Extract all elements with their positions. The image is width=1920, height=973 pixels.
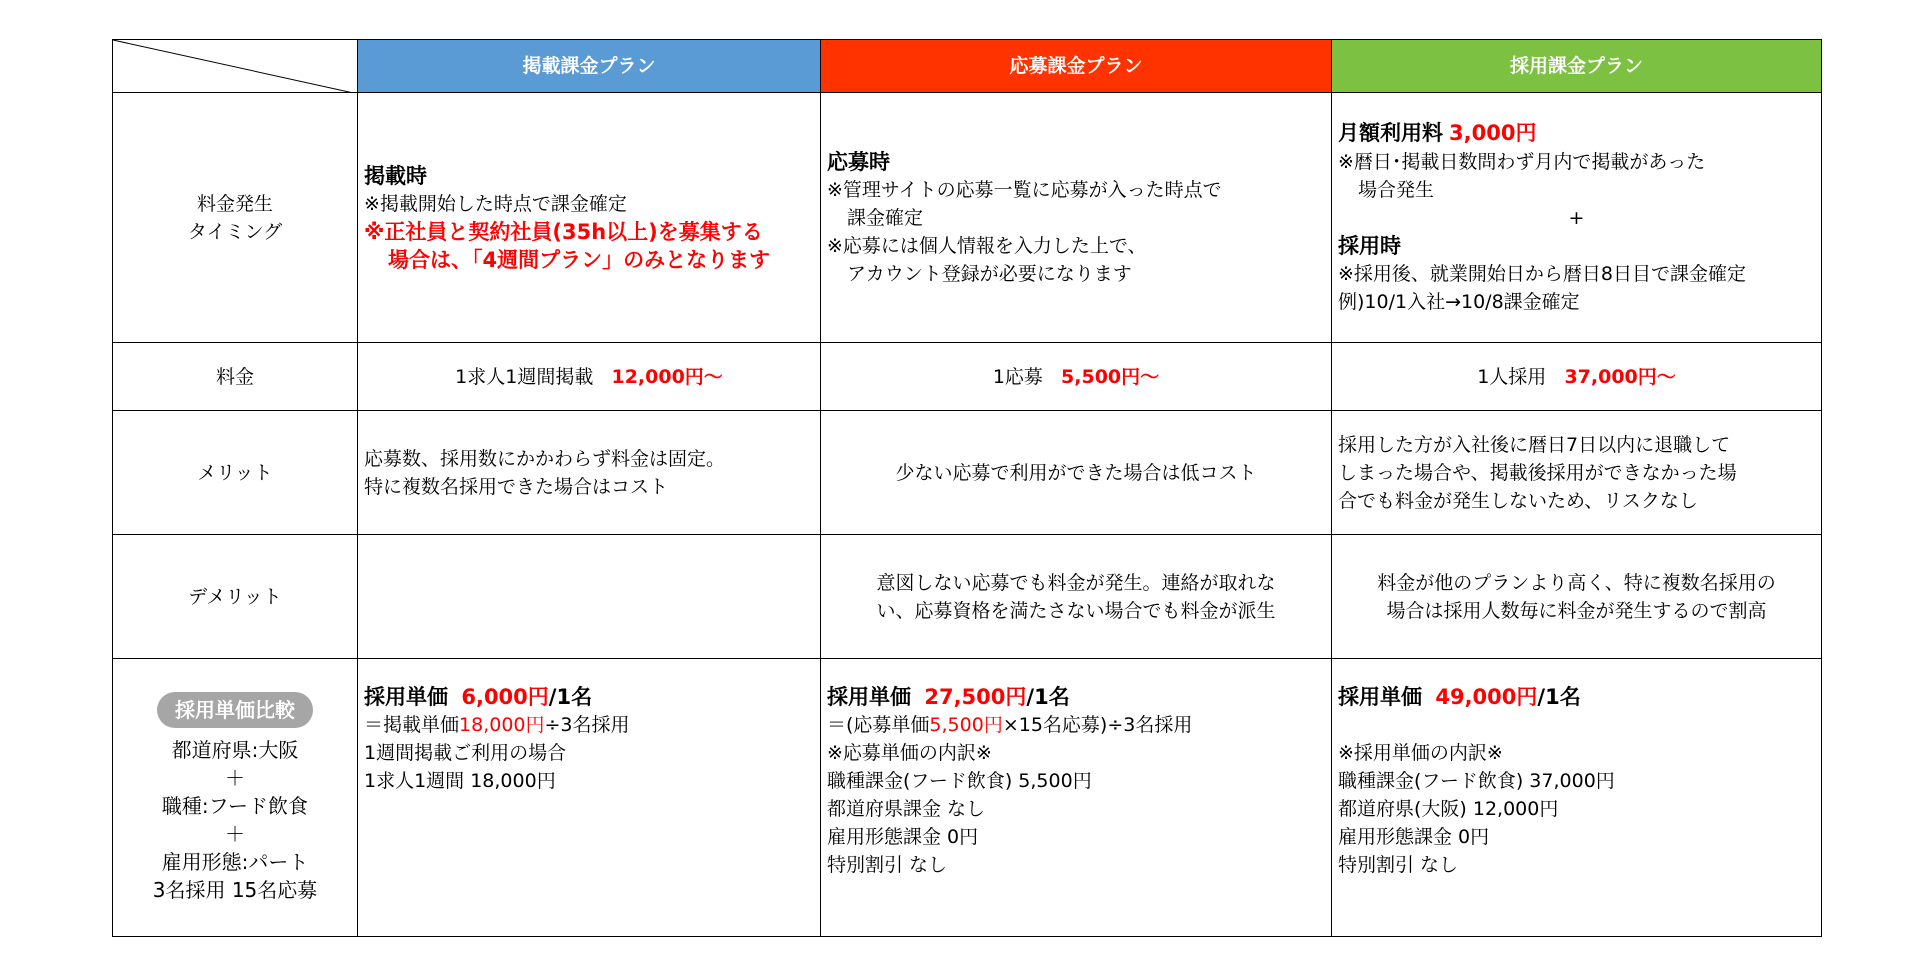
demerit-application-line2: い、応募資格を満たさない場合でも料金が派生 xyxy=(876,599,1276,622)
row-label-compare xyxy=(113,659,358,937)
price-hiring-value: 37,000円～ xyxy=(1564,365,1676,388)
timing-application-line3: ※応募には個人情報を入力した上で、 xyxy=(827,234,1147,257)
compare-listing-formula xyxy=(364,711,814,739)
compare-listing-line1: 1週間掲載ご利用の場合 xyxy=(364,742,567,764)
price-row xyxy=(113,343,1822,411)
timing-hiring-line1: ※暦日･掲載日数問わず月内で掲載があった xyxy=(1338,151,1706,173)
compare-hiring-line5: 特別割引 なし xyxy=(1338,854,1459,876)
compare-label-line1: 都道府県:大阪 xyxy=(171,737,299,762)
compare-listing-price: 6,000円 xyxy=(461,685,549,709)
compare-application-unit xyxy=(827,683,1325,711)
merit-listing-cell xyxy=(358,411,821,535)
plan-comparison-table xyxy=(112,39,1822,937)
compare-row xyxy=(113,659,1822,937)
timing-listing-warning-1: ※正社員と契約社員(35h以上)を募集する xyxy=(364,219,763,244)
merit-row xyxy=(113,411,1822,535)
compare-application-line2: 職種課金(フード飲食) 5,500円 xyxy=(827,770,1092,792)
price-application-text: 1応募 xyxy=(992,365,1043,388)
timing-hiring-plus: + xyxy=(1568,207,1585,229)
compare-pill: 採用単価比較 xyxy=(157,692,313,728)
compare-application-cell xyxy=(821,659,1332,937)
timing-hiring-monthly-price: 3,000円 xyxy=(1449,121,1537,145)
compare-hiring-line3: 都道府県(大阪) 12,000円 xyxy=(1338,798,1559,820)
timing-listing-title: 掲載時 xyxy=(364,163,427,188)
compare-hiring-spacer xyxy=(1338,711,1815,739)
merit-listing-line2: 特に複数名採用できた場合はコスト xyxy=(364,475,669,498)
compare-application-formula-red: 5,500円 xyxy=(929,714,1003,736)
compare-listing-line2: 1求人1週間 18,000円 xyxy=(364,770,556,792)
demerit-hiring-line1: 料金が他のプランより高く、特に複数名採用の xyxy=(1377,571,1776,594)
compare-listing-formula-pre: ＝掲載単価 xyxy=(364,714,460,736)
price-listing-text: 1求人1週間掲載 xyxy=(455,365,594,388)
compare-listing-unit xyxy=(364,683,814,711)
compare-application-line3: 都道府県課金 なし xyxy=(827,798,986,820)
demerit-application-cell xyxy=(821,535,1332,659)
merit-hiring-line3: 合でも料金が発生しないため、リスクなし xyxy=(1338,489,1698,512)
row-label-price: 料金 xyxy=(113,343,358,411)
header-listing-plan: 掲載課金プラン xyxy=(358,40,821,93)
price-application-cell xyxy=(821,343,1332,411)
timing-row xyxy=(113,93,1822,343)
compare-hiring-per: /1名 xyxy=(1537,685,1581,709)
timing-listing-warning-2: 場合は、「4週間プラン」のみとなります xyxy=(388,247,771,272)
compare-label-line5: 雇用形態:パート xyxy=(161,849,309,874)
row-label-timing-line2: タイミング xyxy=(187,220,283,243)
row-label-timing-line1: 料金発生 xyxy=(196,192,273,215)
compare-application-line1: ※応募単価の内訳※ xyxy=(827,742,992,764)
timing-application-line2: 課金確定 xyxy=(847,206,924,229)
compare-label-line2: ＋ xyxy=(225,765,245,790)
demerit-hiring-cell xyxy=(1332,535,1822,659)
price-listing-cell xyxy=(358,343,821,411)
corner-diagonal xyxy=(113,40,358,93)
timing-hiring-line4: 例)10/1入社→10/8課金確定 xyxy=(1338,291,1580,313)
header-application-plan: 応募課金プラン xyxy=(821,40,1332,93)
price-hiring-text: 1人採用 xyxy=(1477,365,1547,388)
timing-hiring-line3: ※採用後、就業開始日から暦日8日目で課金確定 xyxy=(1338,263,1747,285)
merit-hiring-line2: しまった場合や、掲載後採用ができなかった場 xyxy=(1338,461,1737,484)
price-application-value: 5,500円～ xyxy=(1061,365,1160,388)
row-label-demerit: デメリット xyxy=(113,535,358,659)
compare-listing-per: /1名 xyxy=(548,685,593,709)
compare-application-formula-post: ×15名応募)÷3名採用 xyxy=(1002,714,1193,736)
timing-hiring-monthly xyxy=(1338,119,1815,148)
compare-hiring-line4: 雇用形態課金 0円 xyxy=(1338,826,1490,848)
compare-application-per: /1名 xyxy=(1026,685,1070,709)
compare-listing-title: 採用単価 xyxy=(364,685,448,709)
compare-application-price: 27,500円 xyxy=(924,685,1027,709)
compare-hiring-cell xyxy=(1332,659,1822,937)
price-listing-value: 12,000円～ xyxy=(611,365,723,388)
compare-label-line3: 職種:フード飲食 xyxy=(161,793,309,818)
compare-label-line4: ＋ xyxy=(225,821,245,846)
compare-label-line6: 3名採用 15名応募 xyxy=(152,877,318,902)
timing-listing-cell xyxy=(358,93,821,343)
demerit-application-line1: 意図しない応募でも料金が発生。連絡が取れな xyxy=(876,571,1276,594)
timing-application-line4: アカウント登録が必要になります xyxy=(847,262,1132,285)
header-row xyxy=(113,40,1822,93)
timing-application-cell xyxy=(821,93,1332,343)
compare-listing-cell xyxy=(358,659,821,937)
corner-cell xyxy=(113,40,358,93)
compare-application-title: 採用単価 xyxy=(827,685,911,709)
compare-application-formula-pre: ＝(応募単価 xyxy=(827,714,930,736)
demerit-hiring-line2: 場合は採用人数毎に料金が発生するので割高 xyxy=(1386,599,1767,622)
compare-application-formula xyxy=(827,711,1325,739)
compare-application-line5: 特別割引 なし xyxy=(827,854,948,876)
merit-hiring-cell xyxy=(1332,411,1822,535)
timing-hiring-monthly-title: 月額利用料 xyxy=(1338,121,1443,145)
timing-listing-note: ※掲載開始した時点で課金確定 xyxy=(364,192,627,215)
compare-listing-formula-post: ÷3名採用 xyxy=(544,714,630,736)
merit-hiring-line1: 採用した方が入社後に暦日7日以内に退職して xyxy=(1338,433,1731,456)
timing-application-title: 応募時 xyxy=(827,149,890,174)
demerit-listing-cell xyxy=(358,535,821,659)
compare-hiring-title: 採用単価 xyxy=(1338,685,1422,709)
compare-listing-formula-red: 18,000円 xyxy=(459,714,545,736)
demerit-row xyxy=(113,535,1822,659)
price-hiring-cell xyxy=(1332,343,1822,411)
compare-application-line4: 雇用形態課金 0円 xyxy=(827,826,979,848)
timing-hiring-cell xyxy=(1332,93,1822,343)
compare-hiring-price: 49,000円 xyxy=(1435,685,1538,709)
row-label-merit: メリット xyxy=(113,411,358,535)
row-label-timing xyxy=(113,93,358,343)
timing-hiring-line2: 場合発生 xyxy=(1358,179,1435,201)
compare-hiring-line1: ※採用単価の内訳※ xyxy=(1338,742,1503,764)
merit-listing-line1: 応募数、採用数にかかわらず料金は固定。 xyxy=(364,447,726,470)
merit-application-cell: 少ない応募で利用ができた場合は低コスト xyxy=(821,411,1332,535)
timing-hiring-title2: 採用時 xyxy=(1338,234,1401,258)
timing-application-line1: ※管理サイトの応募一覧に応募が入った時点で xyxy=(827,178,1222,201)
compare-hiring-unit xyxy=(1338,683,1815,711)
compare-hiring-line2: 職種課金(フード飲食) 37,000円 xyxy=(1338,770,1615,792)
header-hiring-plan: 採用課金プラン xyxy=(1332,40,1822,93)
